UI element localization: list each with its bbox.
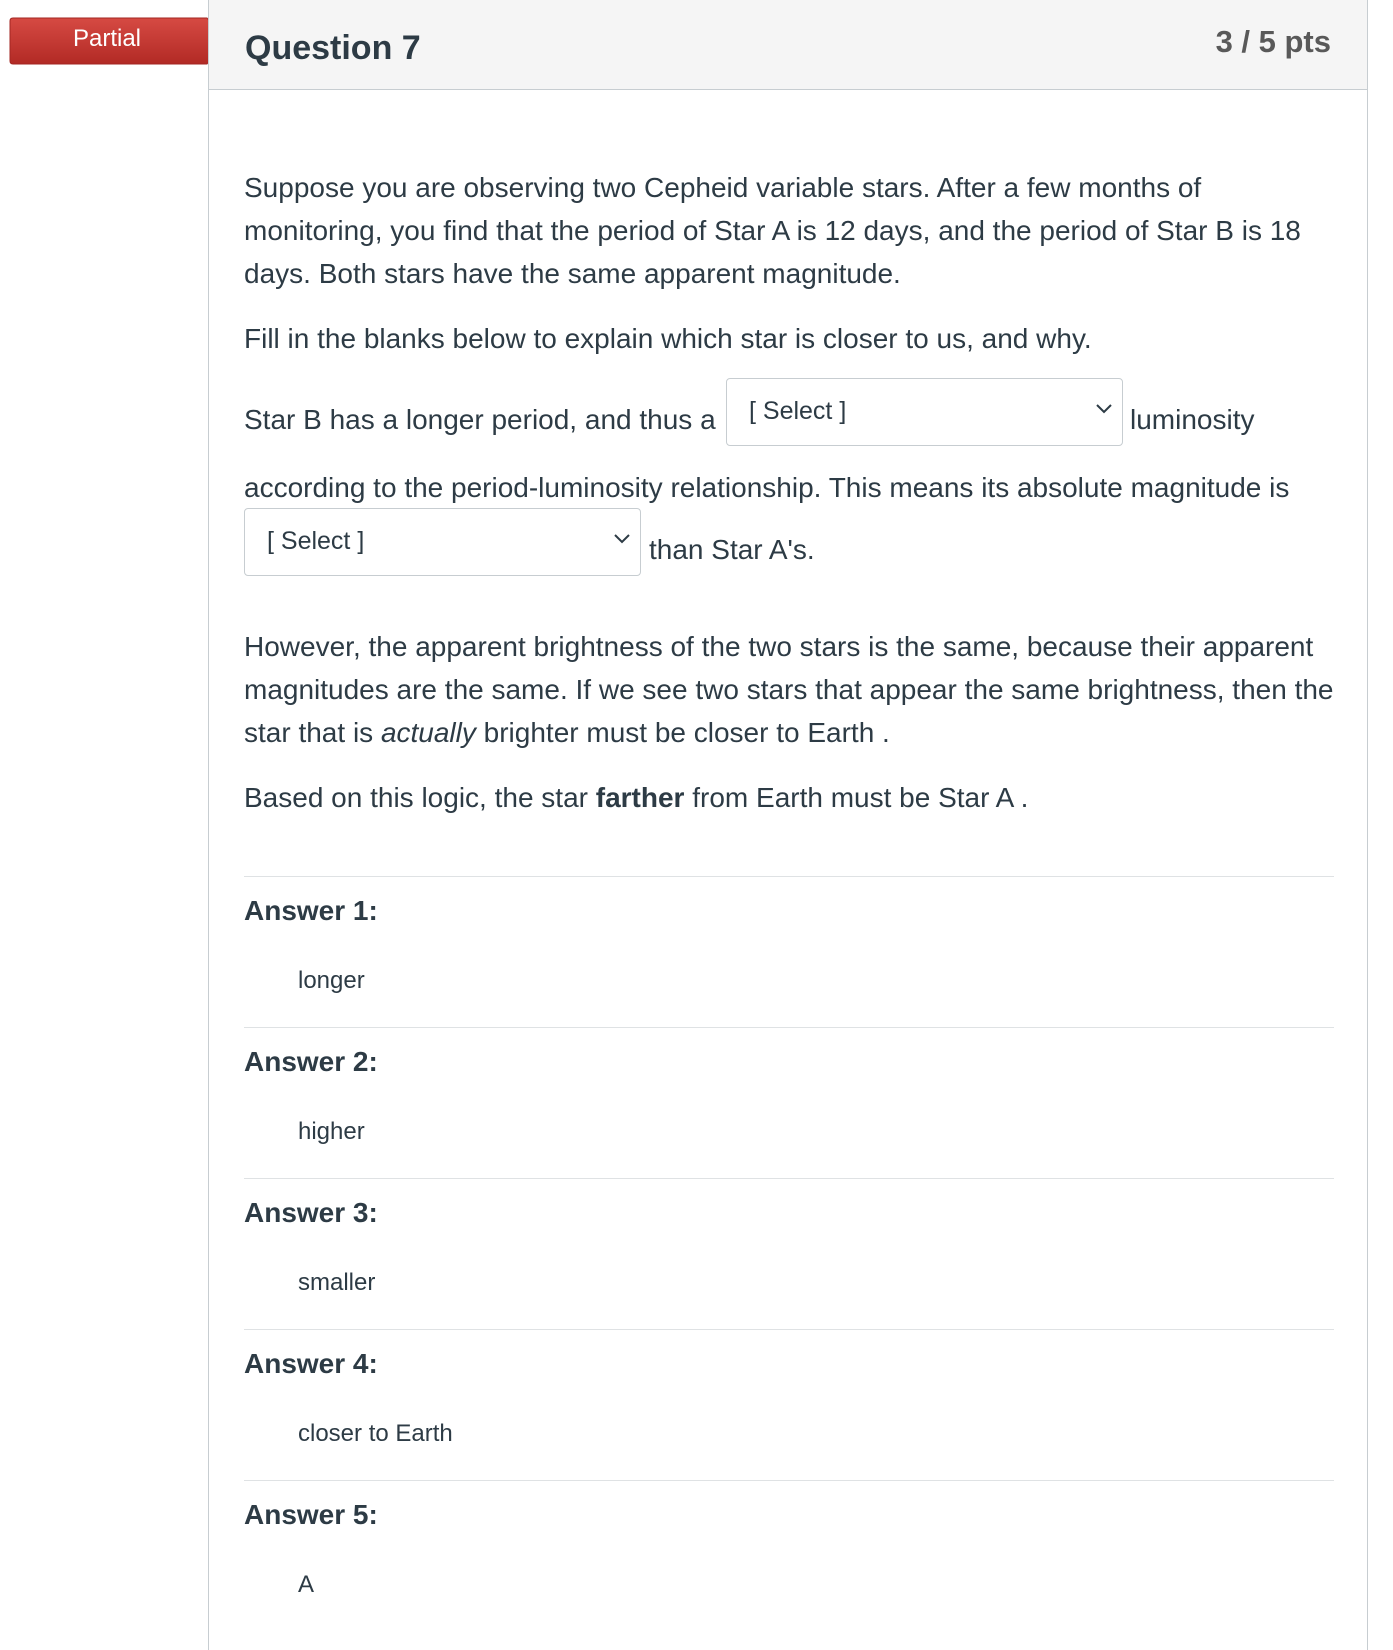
conclusion-bold: farther — [595, 782, 685, 813]
reasoning-text-2: brighter must be closer to Earth . — [475, 717, 890, 748]
fill-text-before-select1: Star B has a longer period, and thus a — [244, 404, 716, 435]
question-paragraph-intro: Suppose you are observing two Cepheid variable stars. After a few months of monitoring, you find that the period of Star A is 12 days, and the period of Star B is 18 days. Both stars have the same apparent magnitude. — [244, 172, 1301, 289]
fill-text-line2: according to the period-luminosity relationship. This means its absolute magnitude is — [244, 472, 1290, 503]
answer-label: Answer 2: — [244, 1046, 378, 1077]
fill-text-after-select1: luminosity — [1130, 404, 1255, 435]
reasoning-text-1: However, the apparent brightness of the two stars is the same, because their apparent magnitudes are the same. If we see two stars that appear the same brightness, then the star that is — [244, 631, 1334, 748]
select2-value: [ Select ] — [267, 527, 365, 555]
status-badge — [9, 17, 227, 65]
answers-list — [244, 876, 1334, 1631]
answer-value: A — [298, 1571, 315, 1598]
answer-label: Answer 4: — [244, 1348, 378, 1379]
answer-item — [244, 876, 1334, 1027]
answer-item — [244, 1480, 1334, 1631]
reasoning-emphasis: actually — [380, 717, 476, 748]
question-title: Question 7 — [245, 29, 421, 67]
question-header — [209, 0, 1367, 90]
question-paragraph-instructions: Fill in the blanks below to explain which star is closer to us, and why. — [244, 323, 1092, 354]
conclusion-text-1: Based on this logic, the star — [244, 782, 596, 813]
fill-text-after-select2: than Star A's. — [649, 534, 815, 565]
answer-select-1[interactable] — [726, 378, 1123, 446]
answer-item — [244, 1178, 1334, 1329]
answer-item — [244, 1027, 1334, 1178]
question-points: 3 / 5 pts — [1215, 24, 1331, 59]
answer-label: Answer 5: — [244, 1499, 378, 1530]
answer-value: smaller — [298, 1269, 376, 1296]
select1-value: [ Select ] — [749, 397, 847, 425]
question-text — [244, 166, 1334, 819]
answer-select-2[interactable] — [244, 508, 641, 576]
question-paragraph-conclusion — [244, 776, 1334, 819]
question-paragraph-reasoning — [244, 625, 1334, 754]
answer-label: Answer 1: — [244, 895, 378, 926]
answer-item — [244, 1329, 1334, 1480]
fill-in-blanks — [244, 378, 1334, 583]
answer-value: closer to Earth — [298, 1420, 453, 1447]
answer-value: longer — [298, 967, 365, 994]
chevron-down-icon — [1094, 401, 1114, 415]
answer-value: higher — [298, 1118, 365, 1145]
status-badge-label: Partial — [72, 25, 142, 52]
conclusion-text-2: from Earth must be Star A . — [684, 782, 1029, 813]
answer-label: Answer 3: — [244, 1197, 378, 1228]
chevron-down-icon — [612, 531, 632, 545]
